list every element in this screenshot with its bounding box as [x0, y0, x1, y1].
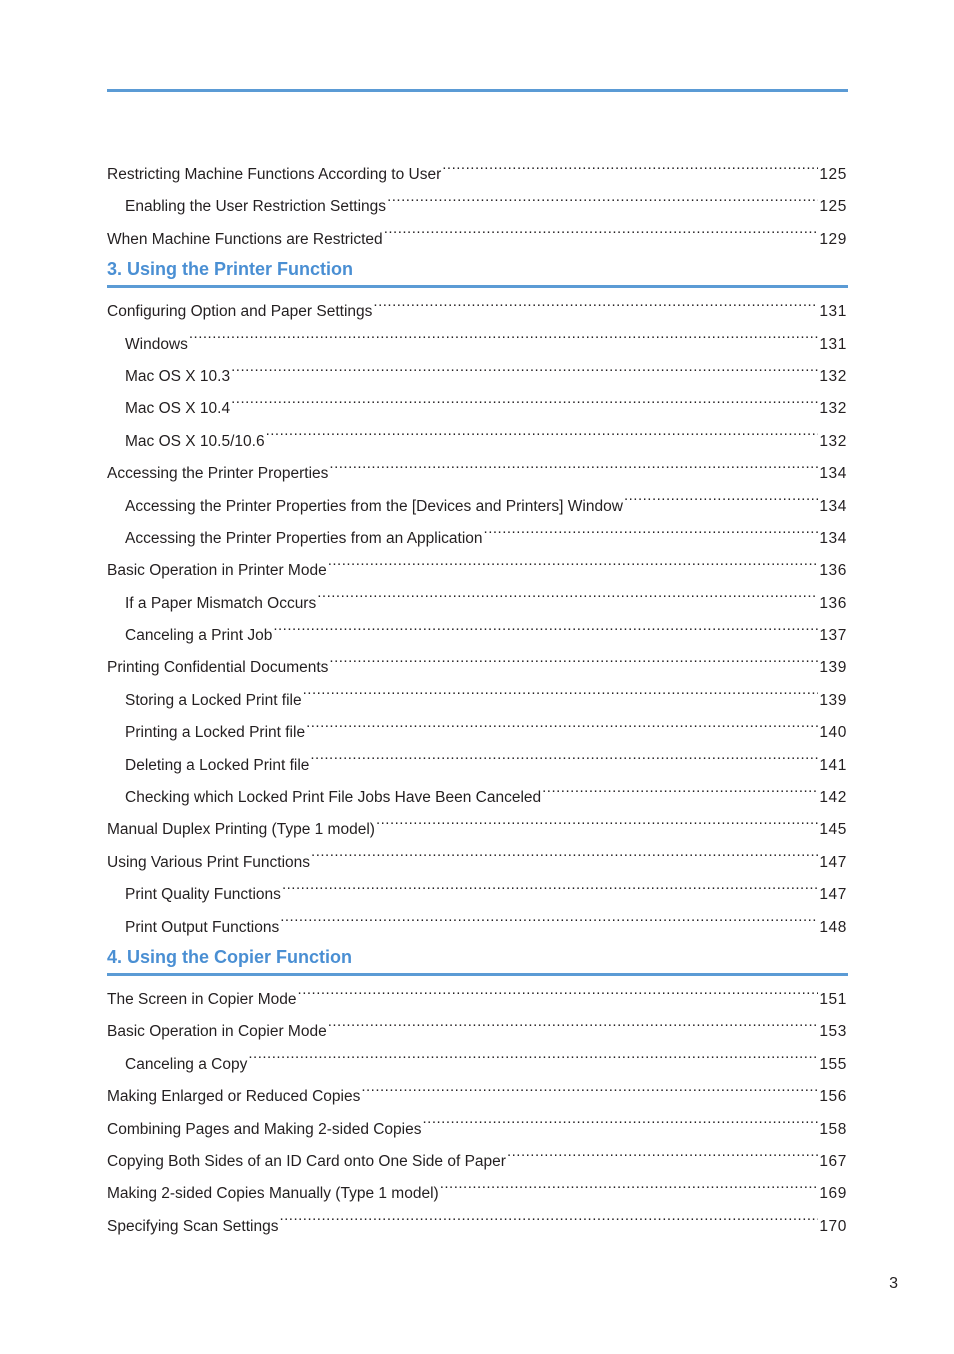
toc-entry-page: 134 [819, 465, 847, 483]
toc-entry-page: 142 [819, 789, 847, 807]
dot-leader [231, 398, 818, 414]
toc-entry-page: 139 [819, 659, 847, 677]
toc-entry[interactable] [107, 1211, 847, 1243]
dot-leader [507, 1150, 818, 1166]
toc-entry-page: 136 [819, 594, 847, 612]
toc-entry[interactable] [107, 1049, 847, 1081]
toc-entry-page: 156 [819, 1088, 847, 1106]
toc-entry-page: 148 [819, 918, 847, 936]
dot-leader [310, 754, 818, 770]
toc-entry-title: When Machine Functions are Restricted [107, 230, 383, 248]
toc-entry-page: 125 [819, 198, 847, 216]
chapter-rule [107, 285, 848, 288]
toc-entry-title: Printing a Locked Print file [125, 724, 306, 742]
toc-entry[interactable] [107, 458, 847, 490]
toc-entry-page: 140 [819, 724, 847, 742]
toc-entry[interactable] [107, 1146, 847, 1178]
toc-entry-page: 170 [819, 1217, 847, 1235]
toc-entry-title: Mac OS X 10.3 [125, 367, 231, 385]
toc-entry-title: Basic Operation in Printer Mode [107, 562, 327, 580]
toc-entry[interactable] [107, 1114, 847, 1146]
toc-chapter4-list [107, 984, 847, 1243]
toc-entry[interactable] [107, 191, 847, 223]
toc-entry-page: 132 [819, 432, 847, 450]
dot-leader [387, 196, 818, 212]
dot-leader [624, 495, 818, 511]
toc-entry-page: 136 [819, 562, 847, 580]
toc-entry[interactable] [107, 555, 847, 587]
toc-entry-page: 132 [819, 367, 847, 385]
toc-entry-title: Accessing the Printer Properties [107, 465, 329, 483]
toc-entry-title: Print Output Functions [125, 918, 280, 936]
dot-leader [266, 430, 819, 446]
toc-entry[interactable] [107, 984, 847, 1016]
toc-entry-title: Combining Pages and Making 2-sided Copies [107, 1120, 422, 1138]
toc-entry[interactable] [107, 588, 847, 620]
toc-entry-page: 167 [819, 1152, 847, 1170]
dot-leader [317, 592, 818, 608]
dot-leader [440, 1183, 819, 1199]
toc-entry-title: Configuring Option and Paper Settings [107, 303, 373, 321]
toc-entry-title: Using Various Print Functions [107, 853, 311, 871]
toc-entry[interactable] [107, 523, 847, 555]
toc-entry-title: The Screen in Copier Mode [107, 990, 297, 1008]
dot-leader [189, 333, 818, 349]
toc-entry-page: 147 [819, 853, 847, 871]
toc-entry[interactable] [107, 426, 847, 458]
toc-entry-page: 134 [819, 497, 847, 515]
toc-entry-page: 151 [819, 990, 847, 1008]
toc-entry[interactable] [107, 685, 847, 717]
toc-entry[interactable] [107, 491, 847, 523]
toc-entry-title: Manual Duplex Printing (Type 1 model) [107, 821, 375, 839]
toc-entry-title: Making 2-sided Copies Manually (Type 1 model) [107, 1185, 439, 1203]
dot-leader [384, 228, 819, 244]
toc-entry-page: 131 [819, 335, 847, 353]
toc-entry-page: 158 [819, 1120, 847, 1138]
dot-leader [376, 819, 818, 835]
chapter-title: 3. Using the Printer Function [107, 259, 354, 280]
dot-leader [298, 988, 819, 1004]
toc-entry-page: 141 [819, 756, 847, 774]
dot-leader [328, 560, 819, 576]
toc-entry-page: 131 [819, 303, 847, 321]
toc-entry[interactable] [107, 782, 847, 814]
dot-leader [329, 657, 818, 673]
toc-entry-page: 145 [819, 821, 847, 839]
dot-leader [303, 689, 819, 705]
toc-entry-title: Storing a Locked Print file [125, 691, 302, 709]
toc-entry-title: Printing Confidential Documents [107, 659, 329, 677]
chapter-title: 4. Using the Copier Function [107, 946, 353, 967]
toc-entry-title: Restricting Machine Functions According to User [107, 166, 442, 183]
toc-entry-page: 139 [819, 691, 847, 709]
toc-intro-list [107, 159, 847, 256]
dot-leader [329, 463, 818, 479]
toc-entry-title: Windows [125, 335, 188, 353]
toc-entry-page: 129 [819, 230, 847, 248]
toc-entry-title: Canceling a Copy [125, 1055, 248, 1073]
toc-entry-title: Print Quality Functions [125, 886, 281, 904]
chapter-heading-4[interactable] [107, 944, 847, 980]
toc-entry[interactable] [107, 329, 847, 361]
toc-entry[interactable] [107, 879, 847, 911]
toc-entry-page: 155 [819, 1055, 847, 1073]
dot-leader [248, 1053, 818, 1069]
toc-entry-title: Deleting a Locked Print file [125, 756, 310, 774]
dot-leader [423, 1118, 819, 1134]
toc-entry-page: 169 [819, 1185, 847, 1203]
dot-leader [280, 916, 818, 932]
toc-entry-title: Specifying Scan Settings [107, 1217, 279, 1235]
dot-leader [273, 625, 818, 641]
toc-entry-page: 153 [819, 1023, 847, 1041]
toc-entry[interactable] [107, 717, 847, 749]
toc-entry[interactable] [107, 1081, 847, 1113]
dot-leader [373, 301, 818, 317]
toc-entry-title: Accessing the Printer Properties from the [Devices and Printers] Window [125, 497, 623, 515]
toc-entry-title: Accessing the Printer Properties from an Application [125, 529, 483, 547]
toc-entry-title: Enabling the User Restriction Settings [125, 198, 387, 216]
dot-leader [231, 365, 818, 381]
toc-chapter3-list [107, 296, 847, 944]
toc-entry[interactable] [107, 159, 847, 191]
toc-entry-title: If a Paper Mismatch Occurs [125, 594, 317, 612]
toc-entry[interactable] [107, 814, 847, 846]
toc-entry-page: 147 [819, 886, 847, 904]
toc-entry-page: 132 [819, 400, 847, 418]
toc-entry-title: Mac OS X 10.5/10.6 [125, 432, 265, 450]
dot-leader [282, 884, 818, 900]
dot-leader [442, 164, 818, 180]
page-number: 3 [889, 1275, 898, 1292]
toc-entry[interactable] [107, 361, 847, 393]
toc-entry-page: 137 [819, 627, 847, 645]
toc-entry[interactable] [107, 224, 847, 256]
toc-entry[interactable] [107, 847, 847, 879]
dot-leader [542, 787, 818, 803]
chapter-rule [107, 973, 848, 976]
toc-entry-page: 134 [819, 529, 847, 547]
dot-leader [484, 527, 819, 543]
toc-entry[interactable] [107, 296, 847, 328]
toc-entry[interactable] [107, 750, 847, 782]
toc-entry-title: Canceling a Print Job [125, 627, 273, 645]
toc-entry-title: Copying Both Sides of an ID Card onto One Side of Paper [107, 1152, 506, 1170]
dot-leader [279, 1215, 818, 1231]
chapter-heading-3[interactable] [107, 256, 847, 292]
header-rule [107, 89, 848, 92]
toc-entry-page: 125 [819, 166, 847, 183]
dot-leader [306, 722, 818, 738]
toc-entry-title: Basic Operation in Copier Mode [107, 1023, 327, 1041]
toc-entry-title: Checking which Locked Print File Jobs Have Been Canceled [125, 789, 542, 807]
toc-entry[interactable] [107, 652, 847, 684]
toc-entry[interactable] [107, 912, 847, 944]
toc-entry[interactable] [107, 393, 847, 425]
dot-leader [361, 1086, 818, 1102]
toc-entry[interactable] [107, 1016, 847, 1048]
toc-entry[interactable] [107, 620, 847, 652]
toc-entry-title: Making Enlarged or Reduced Copies [107, 1088, 361, 1106]
dot-leader [328, 1021, 819, 1037]
dot-leader [311, 851, 818, 867]
table-of-contents [107, 159, 847, 1243]
toc-entry[interactable] [107, 1178, 847, 1210]
toc-entry-title: Mac OS X 10.4 [125, 400, 231, 418]
